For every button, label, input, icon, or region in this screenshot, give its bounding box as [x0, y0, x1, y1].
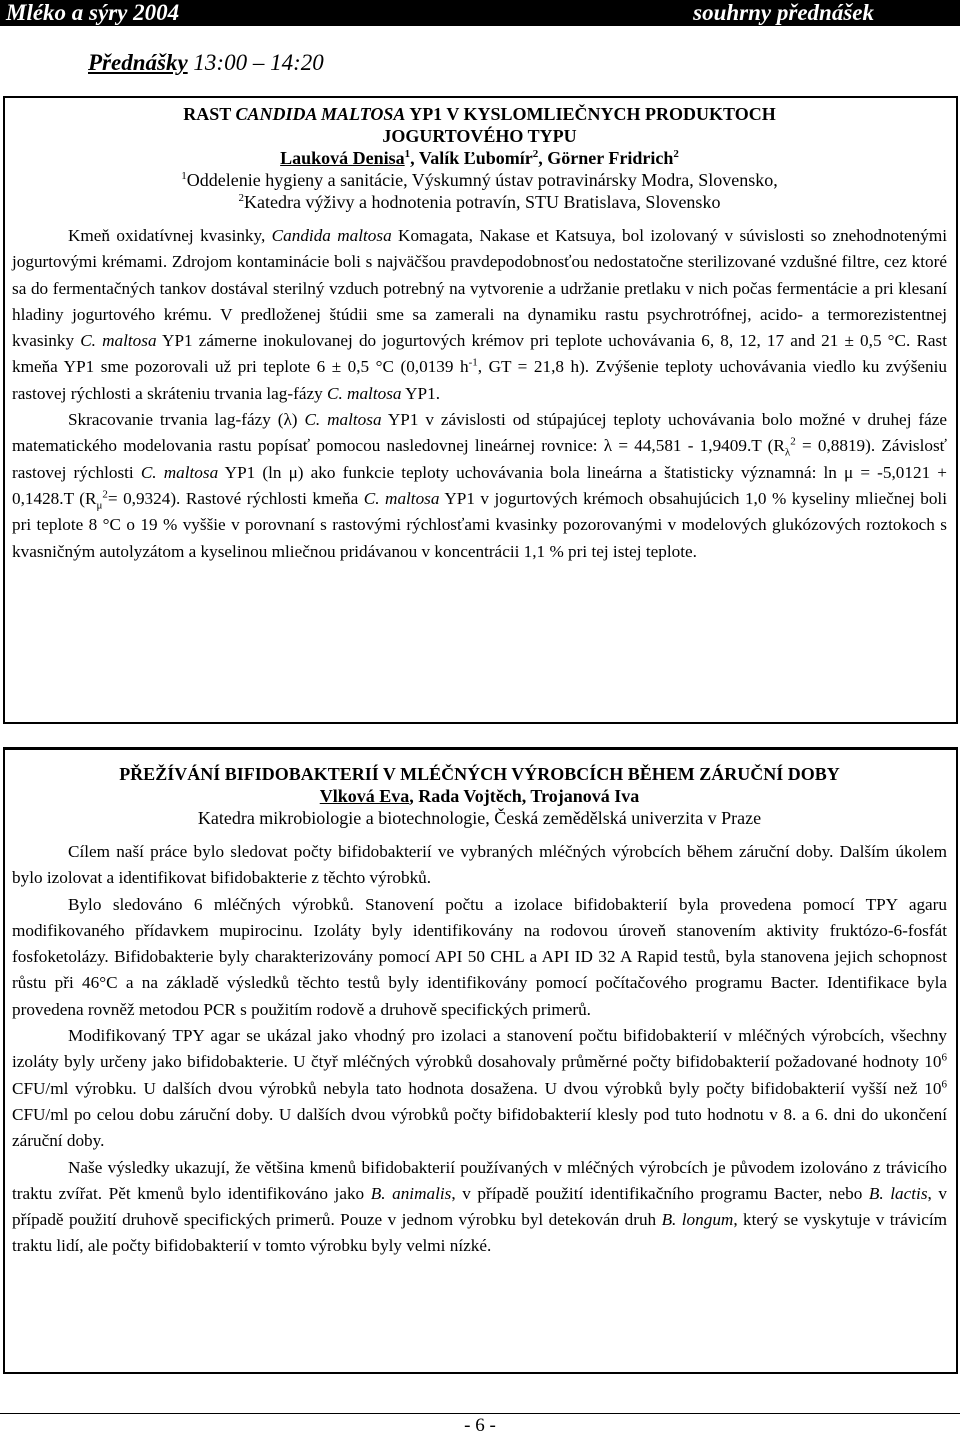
abstract-2-paragraph-3: Modifikovaný TPY agar se ukázal jako vhodný pro izolaci a stanovení počtu bifidobakterií v mléčných výrobcích, všechny izoláty byly určeny jako bifidobakterie. U čtyř mléčných výrobků dosahovaly průměrné počty bifidobakterií požadované hodnoty $10^6$ CFU/ml výrobku. U dalších dvou výrobků nebyla tato hodnota dosažena. U dvou výrobků byly počty bifidobakterií vyšší než $10^6$ CFU/ml po celou dobu záruční doby. U dalších dvou výrobků počty bifidobakterií klesly pod tuto hodnotu v 8. a 6. dni do ukončení záruční doby. [12, 1026, 947, 1151]
abstract-1-paragraph-1: Kmeň oxidatívnej kvasinky, Candida maltosa Komagata, Nakase et Katsuya, bol izolovaný v súvislosti so znehodnotenými jogurtovými krémami. Zdrojom kontaminácie boli s najväčšou pravdepodobnosťou nedostatočne sterilizované vzdušné filtre, cez ktoré sa do fermentačných tankov dostával sterilný vzduch potrebný na vytvorenie a udržanie pretlaku v nich počas fermentácie a pri klesaní hladiny jogurtového krému. V predloženej štúdii sme sa zamerali na dynamiku rastu psychrotrófnej, acido- a termorezistentnej kvasinky C. maltosa YP1 zámerne inokulovanej do jogurtových krémov pri teplote uchovávania 6, 8, 12, 17 and 21 ± 0,5 °C. Rast kmeňa YP1 sme pozorovali už pri teplote 6 ± 0,5 °C (0,0139 $h^{-1}$, GT = 21,8 h). Zvýšenie teploty uchovávania viedlo ku zvýšeniu rastovej rýchlosti a skráteniu trvania lag-fázy C. maltosa YP1. [12, 226, 948, 403]
page-number: - 6 - [464, 1415, 496, 1436]
session-heading [88, 50, 324, 76]
abstract-2-title: PŘEŽÍVÁNÍ BIFIDOBAKTERIÍ V MLÉČNÝCH VÝROBCÍCH BĚHEM ZÁRUČNÍ DOBY [119, 764, 840, 784]
abstract-2-authors: Vlková Eva, Rada Vojtěch, Trojanová Iva [319, 786, 640, 806]
abstract-1-title: RAST CANDIDA MALTOSA YP1 V KYSLOMLIEČNYCH PRODUKTOCH JOGURTOVÉHO TYPU [183, 104, 776, 146]
title-species: CANDIDA MALTOSA [235, 104, 406, 124]
abstract-box-2 [3, 747, 958, 1374]
header-section-title: souhrny přednášek [693, 0, 874, 25]
presenting-author: Lauková Denisa [280, 148, 405, 168]
abstract-2-affiliation: Katedra mikrobiologie a biotechnologie, Česká zemědělská univerzita v Praze [197, 808, 762, 828]
session-label: Přednášky [88, 50, 188, 75]
abstract-1-paragraph-2: Skracovanie trvania lag-fázy (λ) C. maltosa YP1 v závislosti od stúpajúcej teploty uchovávania bolo možné v druhej fáze matematického modelovania rastu popísať pomocou nasledovnej lineárnej rovnice: λ = 44,581 - 1,9409.T $(R_\lambda^2 = 0,8819)$. Závislosť rastovej rýchlosti C. maltosa YP1 (ln μ) ako funkcie teploty uchovávania bola lineárna a štatisticky významná: ln μ = -5,0121 + 0,1428.T $(R_\mu^2= 0,9324)$. Rastové rýchlosti kmeňa C. maltosa YP1 v jogurtových krémoch obsahujúcich 1,0 % kyseliny mliečnej boli pri teplote 8 °C o 19 % vyššie v porovnaní s rastovými rýchlosťami kvasinky pozorovanými v modelových glukózových roztokoch s kvasničným autolyzátom a kyselinou mliečnou pridávanou v koncentrácii 1,1 % pri tej istej teplote. [12, 410, 947, 561]
abstract-2-paragraph-1: Cílem naší práce bylo sledovat počty bifidobakterií ve vybraných mléčných výrobcích během záruční doby. Dalším úkolem bylo izolovat a identifikovat bifidobakterie z těchto výrobků. [12, 842, 947, 888]
presenting-author: Vlková Eva [319, 786, 410, 806]
header-journal-title: Mléko a sýry 2004 [6, 0, 180, 25]
footer-rule [0, 1413, 960, 1414]
abstract-1-affiliations: $^1$Oddelenie hygieny a sanitácie, Výskumný ústav potravinársky Modra, Slovensko, $^2$Katedra výživy a hodnotenia potravín, STU Bratislava, Slovensko [181, 170, 778, 212]
abstract-1-authors: Lauková Denisa$^1$, Valík Ľubomír$^2$, Görner Fridrich$^2$ [280, 148, 679, 168]
abstract-2-paragraph-4: Naše výsledky ukazují, že většina kmenů bifidobakterií používaných v mléčných výrobcích je původem izolováno z trávicího traktu zvířat. Pět kmenů bylo identifikováno jako B. animalis, v případě použití identifikačního programu Bacter, nebo B. lactis, v případě použití druhově specifických primerů. Pouze v jednom výrobku byl detekován druh B. longum, který se vyskytuje v trávicím traktu lidí, ale počty bifidobakterií v tomto výrobku byly velmi nízké. [12, 1157, 948, 1256]
session-time: 13:00 – 14:20 [187, 50, 324, 75]
abstract-2-paragraph-2: Bylo sledováno 6 mléčných výrobků. Stanovení počtu a izolace bifidobakterií byla provedena pomocí TPY agaru modifikovaného přídavkem mupirocinu. Izoláty byly identifikovány na rodovou úroveň stanovením aktivity fruktózo-6-fosfát fosfoketolázy. Bifidobakterie byly charakterizovány pomocí API 50 CHL a API ID 32 A Rapid testů, byla stanovena jejich schopnost růstu při 46°C a na základě výsledků těchto testů byly identifikovány pomocí počítačového programu Bacter. Identifikace byla provedena rovněž metodou PCR s použitím rodově a druhově specifických primerů. [12, 894, 947, 1019]
running-header [0, 0, 960, 26]
abstract-box-1 [3, 96, 958, 724]
